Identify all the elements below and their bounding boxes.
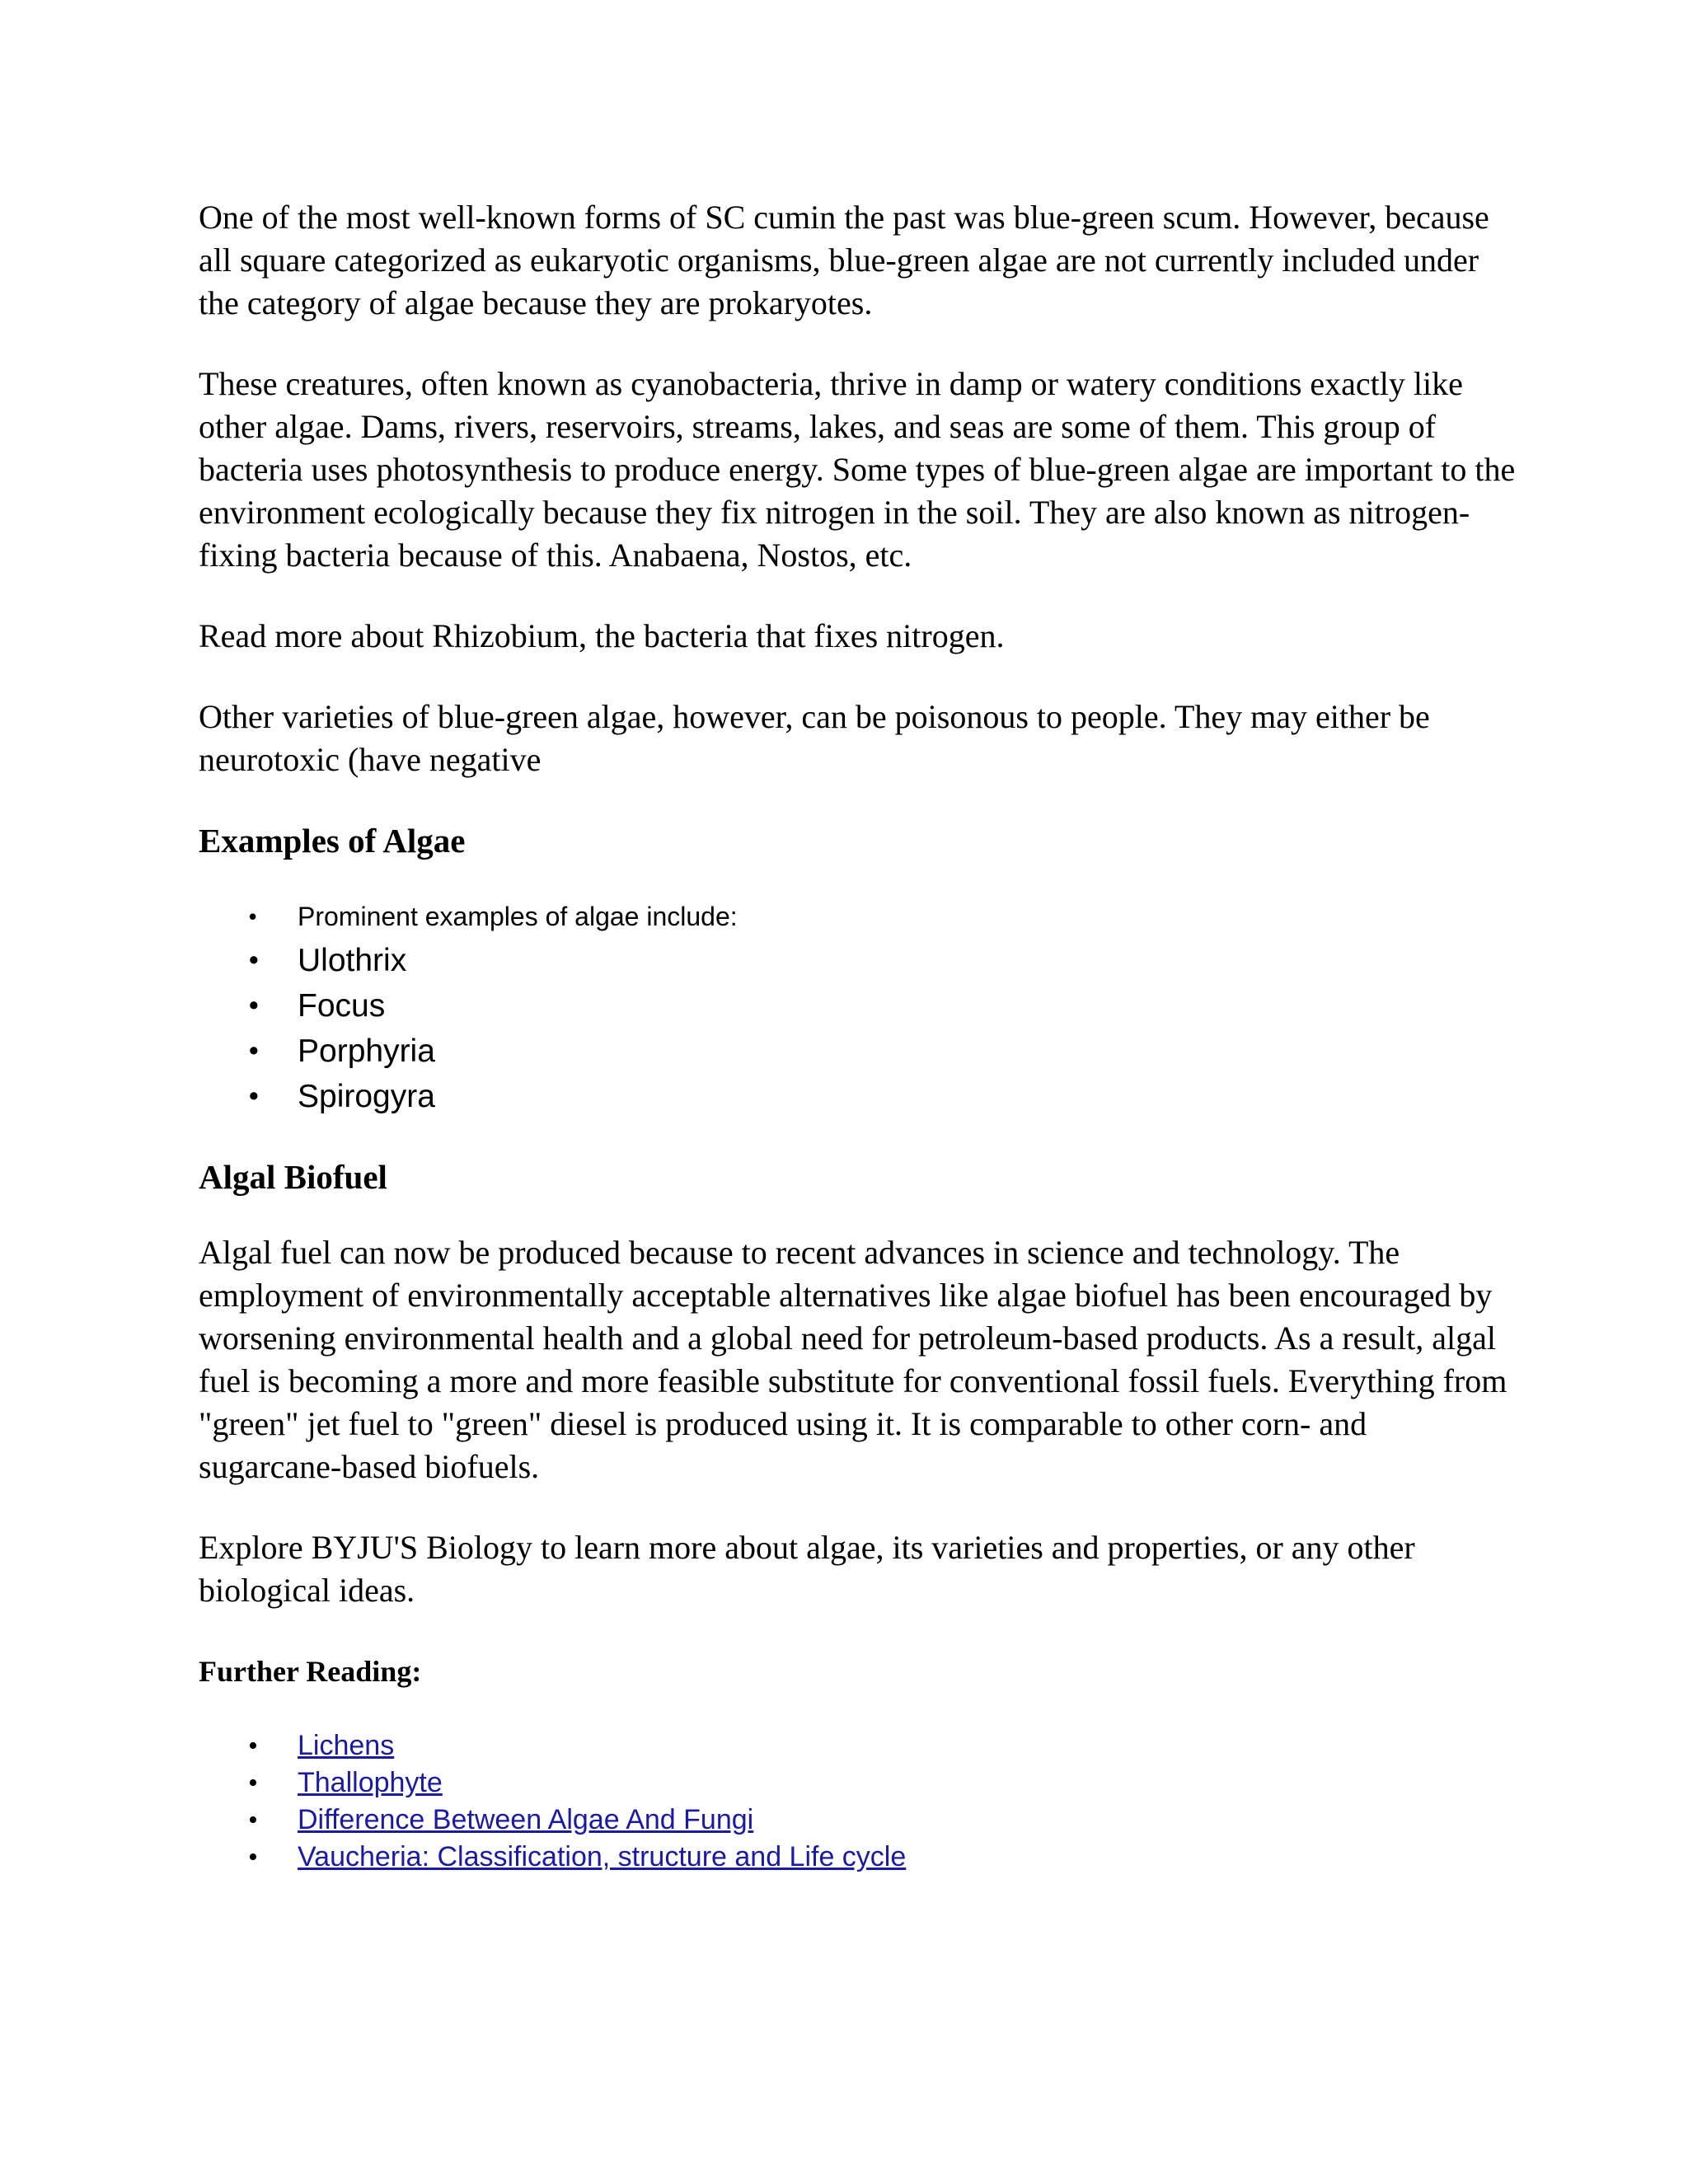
list-item-text: Ulothrix: [298, 943, 407, 978]
list-item: [199, 1839, 1517, 1876]
heading-further-reading: Further Reading:: [199, 1655, 422, 1688]
examples-list: [199, 895, 1517, 1119]
further-reading-list: [199, 1727, 1517, 1876]
paragraph-blue-green-scum: One of the most well-known forms of SC cumin the past was blue-green scum. However, because all square categorized as eukaryotic organisms, blue-green algae are not currently included under the category of algae because they are prokaryotes.: [199, 199, 1489, 321]
paragraph-algal-fuel: Algal fuel can now be produced because to recent advances in science and technology. The employment of environmentally acceptable alternatives like algae biofuel has been encouraged by worsening environmental health and a global need for petroleum-based products. As a result, algal fuel is becoming a more and more feasible substitute for conventional fossil fuels. Everything from "green" jet fuel to "green" diesel is produced using it. It is comparable to other corn- and sugarcane-based biofuels.: [199, 1234, 1507, 1485]
paragraph-rhizobium: Read more about Rhizobium, the bacteria that fixes nitrogen.: [199, 617, 1005, 654]
paragraph-explore-byjus: Explore BYJU'S Biology to learn more about algae, its varieties and properties, or any other biological ideas.: [199, 1529, 1415, 1609]
list-item-text: Spirogyra: [298, 1079, 435, 1114]
list-item: [199, 938, 1517, 983]
list-item: [199, 1765, 1517, 1802]
link-difference-algae-fungi[interactable]: Difference Between Algae And Fungi: [298, 1804, 754, 1835]
bullet-icon: •: [248, 902, 258, 931]
bullet-icon: •: [248, 1768, 258, 1798]
list-item-text: Porphyria: [298, 1033, 435, 1069]
bullet-icon: •: [248, 1731, 258, 1761]
bullet-icon: •: [248, 1805, 258, 1835]
list-item: [199, 983, 1517, 1029]
bullet-icon: •: [248, 943, 260, 978]
paragraph-cyanobacteria: These creatures, often known as cyanobacteria, thrive in damp or watery conditions exactly like other algae. Dams, rivers, reservoirs, streams, lakes, and seas are some of them. This group of bacteria uses photosynthesis to produce energy. Some types of blue-green algae are important to the environment ecologically because they fix nitrogen in the soil. They are also known as nitrogen-fixing bacteria because of this. Anabaena, Nostos, etc.: [199, 365, 1516, 574]
link-vaucheria[interactable]: Vaucheria: Classification, structure and Life cycle: [298, 1841, 907, 1872]
bullet-icon: •: [248, 988, 260, 1024]
list-item-text: Focus: [298, 988, 386, 1024]
list-item: [199, 1727, 1517, 1765]
bullet-icon: •: [248, 1842, 258, 1872]
list-item: [199, 895, 1517, 938]
heading-algal-biofuel: Algal Biofuel: [199, 1158, 387, 1196]
paragraph-poisonous-varieties: Other varieties of blue-green algae, however, can be poisonous to people. They may either be neurotoxic (have negative: [199, 698, 1430, 778]
list-item: [199, 1802, 1517, 1839]
list-item: [199, 1074, 1517, 1119]
list-item: [199, 1029, 1517, 1074]
link-lichens[interactable]: Lichens: [298, 1730, 395, 1761]
link-thallophyte[interactable]: Thallophyte: [298, 1767, 443, 1798]
document-page: [199, 196, 1517, 1912]
bullet-icon: •: [248, 1079, 260, 1114]
list-item-text: Prominent examples of algae include:: [298, 902, 738, 931]
bullet-icon: •: [248, 1033, 260, 1069]
heading-examples-of-algae: Examples of Algae: [199, 822, 466, 860]
